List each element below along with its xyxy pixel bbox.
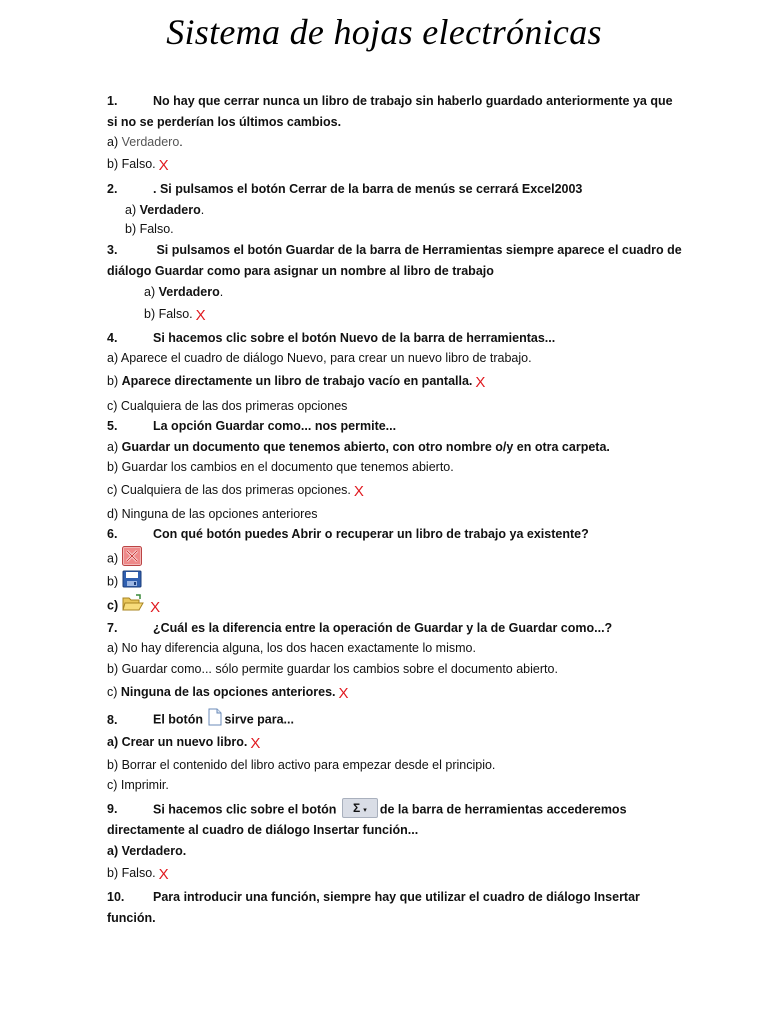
option-text: Aparece directamente un libro de trabajo vacío en pantalla. bbox=[121, 374, 473, 388]
option-text: Verdadero bbox=[139, 203, 201, 217]
option-b: b) Guardar los cambios en el documento que tenemos abierto. bbox=[107, 460, 454, 474]
question-text-after: de la barra de herramientas accederemos bbox=[379, 802, 627, 817]
question-10 bbox=[107, 891, 640, 904]
option-c bbox=[107, 596, 160, 617]
sigma-glyph: Σ bbox=[353, 801, 361, 815]
option-prefix: a) bbox=[107, 135, 122, 149]
option-a: a) Verdadero. bbox=[107, 844, 187, 858]
option-b bbox=[144, 306, 206, 324]
open-folder-icon bbox=[122, 594, 144, 615]
question-8 bbox=[107, 710, 294, 731]
option-a bbox=[107, 136, 183, 149]
option-c bbox=[107, 482, 364, 500]
question-text: Si hacemos clic sobre el botón Nuevo de la barra de herramientas... bbox=[153, 331, 556, 345]
option-prefix: a) bbox=[107, 440, 122, 454]
option-d: d) Ninguna de las opciones anteriores bbox=[107, 507, 318, 521]
question-3 bbox=[107, 244, 682, 257]
answer-mark: X bbox=[158, 866, 169, 883]
option-c: c) Imprimir. bbox=[107, 778, 169, 792]
question-number: 4. bbox=[107, 331, 118, 345]
question-number: 10. bbox=[107, 890, 125, 904]
question-text: La opción Guardar como... nos permite... bbox=[153, 419, 397, 433]
question-text: Si pulsamos el botón Guardar de la barra de Herramientas siempre aparece el cuadro de bbox=[153, 243, 682, 257]
option-b: b) Guardar como... sólo permite guardar los cambios sobre el documento abierto. bbox=[107, 662, 558, 676]
option-prefix: b) bbox=[107, 374, 122, 388]
option-b bbox=[107, 572, 142, 593]
option-text: c) Cualquiera de las dos primeras opciones. bbox=[107, 483, 351, 497]
option-c bbox=[107, 684, 349, 702]
option-suffix: . bbox=[200, 203, 205, 217]
question-4 bbox=[107, 332, 555, 345]
option-text: Verdadero bbox=[158, 285, 220, 299]
question-number: 5. bbox=[107, 419, 118, 433]
option-text: b) Falso. bbox=[107, 157, 156, 171]
autosum-sigma-icon bbox=[342, 798, 378, 818]
option-label: a) bbox=[107, 551, 119, 566]
answer-mark: X bbox=[250, 735, 261, 752]
option-label: c) bbox=[107, 598, 119, 613]
question-text: Con qué botón puedes Abrir o recuperar un libro de trabajo ya existente? bbox=[153, 527, 589, 541]
option-prefix: a) bbox=[125, 203, 140, 217]
question-number: 7. bbox=[107, 621, 118, 635]
question-text: Para introducir una función, siempre hay que utilizar el cuadro de diálogo Insertar bbox=[153, 890, 640, 904]
page-title: Sistema de hojas electrónicas bbox=[166, 12, 602, 52]
question-number: 2. bbox=[107, 182, 118, 196]
answer-mark: X bbox=[195, 307, 206, 324]
question-number: 8. bbox=[107, 712, 118, 727]
question-text: ¿Cuál es la diferencia entre la operación de Guardar y la de Guardar como...? bbox=[153, 621, 613, 635]
option-text: a) Crear un nuevo libro. bbox=[107, 735, 248, 749]
option-suffix: . bbox=[219, 285, 224, 299]
question-text-before: Si hacemos clic sobre el botón bbox=[153, 802, 340, 817]
option-a: a) Aparece el cuadro de diálogo Nuevo, para crear un nuevo libro de trabajo. bbox=[107, 351, 532, 365]
question-text: No hay que cerrar nunca un libro de trabajo sin haberlo guardado anteriormente ya que bbox=[153, 94, 673, 108]
answer-mark: X bbox=[353, 483, 364, 500]
option-suffix: . bbox=[179, 135, 183, 149]
option-a bbox=[107, 441, 610, 454]
option-a bbox=[125, 204, 204, 217]
question-text: . Si pulsamos el botón Cerrar de la barra de menús se cerrará Excel2003 bbox=[153, 182, 583, 196]
option-b bbox=[107, 156, 169, 174]
option-label: b) bbox=[107, 574, 119, 589]
chevron-down-icon: ▾ bbox=[363, 807, 367, 814]
option-c: c) Cualquiera de las dos primeras opciones bbox=[107, 399, 348, 413]
question-number: 1. bbox=[107, 94, 118, 108]
option-text: b) Falso. bbox=[144, 307, 193, 321]
option-a bbox=[144, 286, 223, 299]
option-a bbox=[107, 548, 142, 571]
close-icon bbox=[122, 546, 142, 569]
question-6 bbox=[107, 528, 589, 541]
question-number: 3. bbox=[107, 243, 118, 257]
question-9 bbox=[107, 800, 627, 820]
option-text: b) Falso. bbox=[107, 866, 156, 880]
new-document-icon bbox=[208, 708, 222, 729]
answer-mark: X bbox=[158, 157, 169, 174]
save-disk-icon bbox=[122, 570, 142, 591]
option-a: a) No hay diferencia alguna, los dos hacen exactamente lo mismo. bbox=[107, 641, 476, 655]
question-text-after: sirve para... bbox=[224, 712, 294, 727]
option-b bbox=[107, 373, 486, 391]
question-text-before: El botón bbox=[153, 712, 207, 727]
option-b: b) Borrar el contenido del libro activo para empezar desde el principio. bbox=[107, 758, 496, 772]
option-a bbox=[107, 734, 261, 752]
question-7 bbox=[107, 622, 612, 635]
question-3-continuation: diálogo Guardar como para asignar un nombre al libro de trabajo bbox=[107, 264, 494, 278]
answer-mark: X bbox=[338, 685, 349, 702]
question-10-continuation: función. bbox=[107, 911, 156, 925]
answer-mark: X bbox=[475, 374, 486, 391]
option-b: b) Falso. bbox=[125, 222, 174, 236]
question-number: 9. bbox=[107, 802, 118, 817]
option-text: Guardar un documento que tenemos abierto, con otro nombre o/y en otra carpeta. bbox=[121, 440, 610, 454]
option-prefix: c) bbox=[107, 685, 121, 699]
option-prefix: a) bbox=[144, 285, 159, 299]
option-text: Ninguna de las opciones anteriores. bbox=[120, 685, 336, 699]
answer-mark: X bbox=[150, 598, 161, 616]
question-9-continuation: directamente al cuadro de diálogo Insertar función... bbox=[107, 823, 419, 837]
option-text: Verdadero bbox=[121, 135, 180, 149]
question-2 bbox=[107, 183, 582, 196]
question-5 bbox=[107, 420, 396, 433]
question-1 bbox=[107, 95, 673, 108]
option-b bbox=[107, 865, 169, 883]
question-1-continuation: si no se perderían los últimos cambios. bbox=[107, 115, 342, 129]
question-number: 6. bbox=[107, 527, 118, 541]
